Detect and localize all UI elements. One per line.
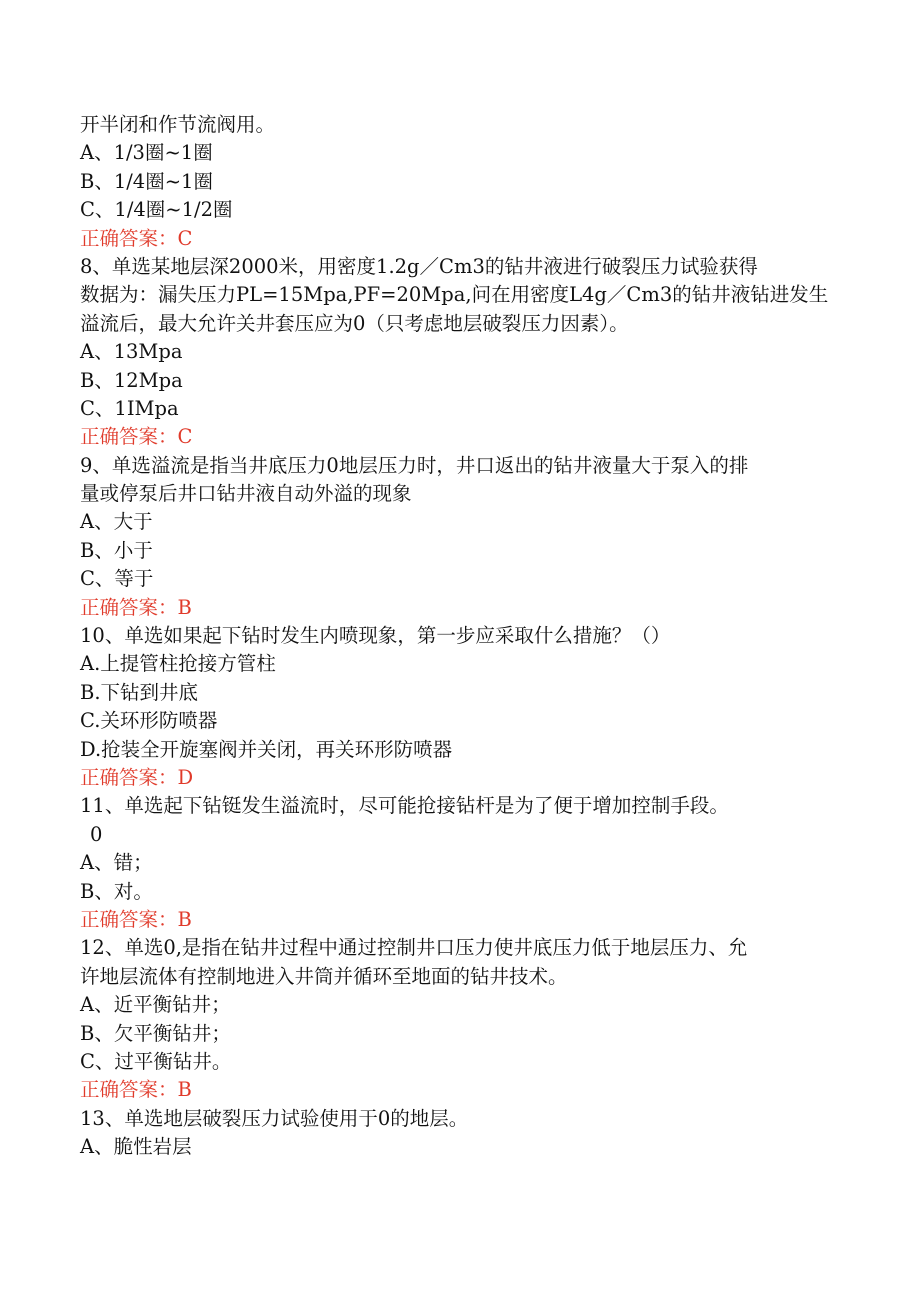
question-line: 9、单选溢流是指当井底压力0地层压力时，井口返出的钻井液量大于泵入的排	[80, 453, 749, 477]
question-line: 8、单选某地层深2000米，用密度1.2g／Cm3的钻井液进行破裂压力试验获得	[80, 254, 758, 278]
option-line: C、过平衡钻井。	[80, 1049, 232, 1073]
answer-line: 正确答案：B	[80, 595, 192, 619]
blank-placeholder-line: 0	[90, 822, 103, 846]
option-line: C.关环形防喷器	[80, 709, 218, 733]
option-line: B、小于	[80, 538, 153, 562]
text-line: 开半闭和作节流阀用。	[80, 113, 276, 136]
question-line: 13、单选地层破裂压力试验使用于0的地层。	[80, 1106, 469, 1130]
document-body	[80, 111, 840, 1161]
option-line: A、1/3圈~1圈	[80, 141, 213, 165]
question-line: 10、单选如果起下钻时发生内喷现象，第一步应采取什么措施？（）	[80, 624, 671, 648]
option-line: C、1/4圈~1/2圈	[80, 198, 233, 222]
answer-line: 正确答案：C	[80, 425, 193, 449]
option-line: B.下钻到井底	[80, 680, 199, 704]
option-line: A、错；	[80, 851, 153, 875]
option-line: A、大于	[80, 510, 153, 534]
question-line: 11、单选起下钻铤发生溢流时，尽可能抢接钻杆是为了便于增加控制手段。	[80, 794, 729, 818]
option-line: B、1/4圈~1圈	[80, 169, 213, 193]
question-line: 数据为：漏失压力PL=15Mpa,PF=20Mpa,问在用密度L4g／Cm3的钻井液钻进发生	[80, 283, 829, 307]
option-line: B、欠平衡钻井；	[80, 1021, 231, 1045]
option-line: C、1IMpa	[80, 396, 179, 420]
option-line: A、近平衡钻井；	[80, 993, 231, 1017]
answer-line: 正确答案：D	[80, 765, 194, 789]
option-line: A、脆性岩层	[80, 1135, 192, 1159]
option-line: B、对。	[80, 879, 153, 903]
question-line: 12、单选0,是指在钻井过程中通过控制井口压力使井底压力低于地层压力、允	[80, 936, 748, 960]
option-line: A.上提管柱抢接方管柱	[80, 652, 276, 676]
answer-line: 正确答案：C	[80, 226, 193, 250]
option-line: A、13Mpa	[80, 340, 183, 364]
option-line: C、等于	[80, 567, 154, 591]
answer-line: 正确答案：B	[80, 907, 192, 931]
question-line: 许地层流体有控制地进入井筒并循环至地面的钻井技术。	[80, 964, 568, 988]
option-line: B、12Mpa	[80, 368, 183, 392]
question-line: 量或停泵后井口钻井液自动外溢的现象	[80, 482, 412, 506]
question-line: 溢流后，最大允许关井套压应为0（只考虑地层破裂压力因素）。	[80, 311, 629, 335]
option-line: D.抢装全开旋塞阀并关闭，再关环形防喷器	[80, 737, 453, 761]
answer-line: 正确答案：B	[80, 1078, 192, 1102]
